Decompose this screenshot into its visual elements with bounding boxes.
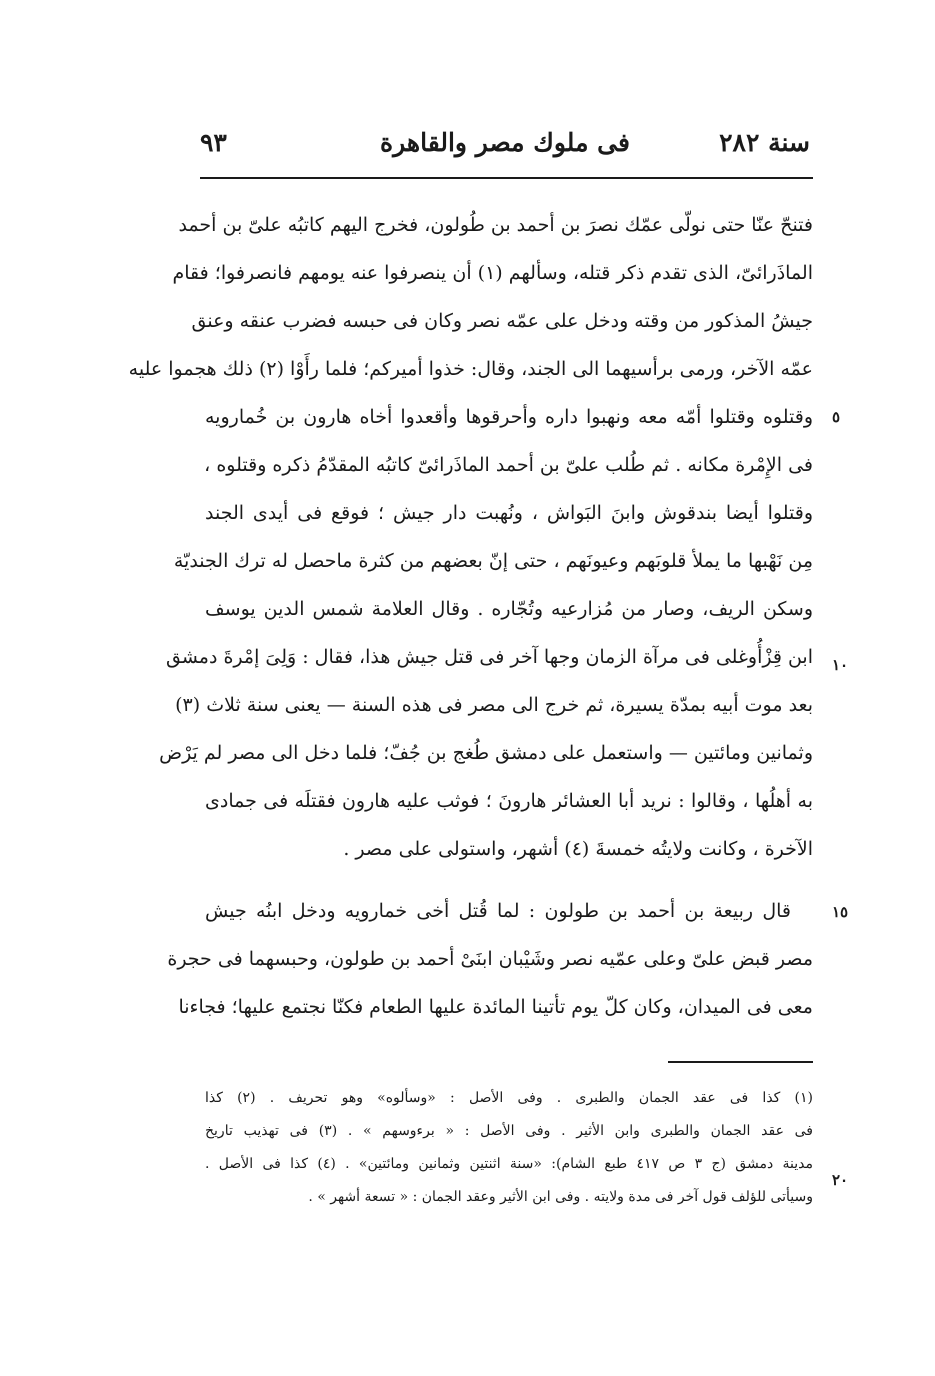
text-line: الآخرة ، وكانت ولايتُه خمسةَ (٤) أشهر، واستولى على مصر . (343, 838, 813, 860)
text-line: معى فى الميدان، وكان كلّ يوم تأتينا المائدة عليها الطعام فكنّا نجتمع عليها؛ فجاءنا (178, 996, 813, 1018)
text-line: وقتلوه وقتلوا أمّه معه ونهبوا داره وأحرقوها وأقعدوا أخاه هارون بن خُمارويه (205, 406, 813, 428)
text-line: وقتلوا أيضا بندقوش وابنَ البَواش ، ونُهبت دار جيش ؛ فوقع فى أيدى الجند (205, 502, 813, 524)
text-line: عمّه الآخر، ورمى برأسيهما الى الجند، وقال: خذوا أميركم؛ فلما رأَوْا (٢) ذلك هجموا عليه (128, 358, 813, 380)
paragraph-gap (205, 873, 813, 887)
text-line: الماذَرائىّ، الذى تقدم ذكر قتله، وسألهم (١) أن ينصرفوا عنه يومهم فانصرفوا؛ فقام (172, 262, 813, 284)
text-line: به أهلُها ، وقالوا : نريد أبا العشائر هارونَ ؛ فوثب عليه هارون فقتلَه فى جمادى (205, 790, 813, 812)
text-line: بعد موت أبيه بمدّة يسيرة، ثم خرج الى مصر فى هذه السنة — يعنى سنة ثلاث (٣) (175, 694, 813, 716)
running-header (200, 128, 810, 172)
footnote-rule (668, 1061, 813, 1063)
footnote-line: مدينة دمشق (ج ٣ ص ٤١٧ طبع الشام): «سنة اثنتين وثمانين ومائتين» . (٤) كذا فى الأصل . (205, 1156, 813, 1172)
margin-line-number-5: ٥ (832, 408, 841, 426)
text-line: وثمانين ومائتين — واستعمل على دمشق طُغج بن جُفّ؛ فلما دخل الى مصر لم يَرْض (159, 742, 813, 764)
header-year: سنة ٢٨٢ (719, 128, 810, 157)
footnote-line: وسيأتى للؤلف قول آخر فى مدة ولايته . وفى ابن الأثير وعقد الجمان : « تسعة أشهر » . (308, 1189, 813, 1205)
header-rule (200, 177, 813, 179)
text-line: مصر قبض علىّ وعلى عمّيه نصر وشَيْبان ابنَىْ أحمد بن طولون، وحبسهما فى حجرة (167, 948, 813, 970)
paragraph-1 (128, 201, 813, 873)
page-number: ٩٣ (200, 128, 227, 157)
text-line: ابن قِزْأُوغلى فى مرآة الزمان وجها آخر فى قتل جيش هذا، فقال : وَلِىَ إمْرةَ دمشق (165, 646, 813, 668)
text-line: فتنحّ عنّا حتى نولّى عمّك نصرَ بن أحمد بن طُولون، فخرج اليهم كاتبُه علىّ بن أحمد (178, 214, 813, 236)
text-line: قال ربيعة بن أحمد بن طولون : لما قُتل أخى خمارويه ودخل ابنُه جيش (205, 900, 791, 922)
text-line: فى الإِمْرة مكانه . ثم طُلب علىّ بن أحمد الماذَرائىّ كاتبُه المقدّمُ ذكره وقتلوه ، (204, 454, 813, 476)
footnote-line: فى عقد الجمان والطبرى وابن الأثير . وفى الأصل : « برءوسهم » . (٣) فى تهذيب تاريخ (205, 1123, 813, 1139)
header-title: فى ملوك مصر والقاهرة (380, 128, 630, 157)
text-line: جيشُ المذكور من وقته ودخل على عمّه نصر وكان فى حبسه فضرب عنقه وعنق (191, 310, 813, 332)
text-line: وسكن الريف، وصار من مُزارعيه وتُجّاره . وقال العلامة شمس الدين يوسف (205, 598, 813, 620)
margin-line-number-20: ٢٠ (832, 1171, 849, 1189)
margin-line-number-10: ١٠ (832, 656, 849, 674)
text-line: مِن نَهْبها ما يملأ قلوبَهم وعيونَهم ، حتى إنّ بعضهم من كثرة ماحصل له ترك الجنديّة (173, 550, 813, 572)
paragraph-2 (167, 887, 813, 1031)
footnotes (205, 1082, 813, 1214)
margin-line-number-15: ١٥ (832, 903, 849, 921)
main-text (128, 201, 813, 1031)
footnote-line: (١) كذا فى عقد الجمان والطبرى . وفى الأصل : «وسألوه» وهو تحريف . (٢) كذا (205, 1090, 813, 1106)
